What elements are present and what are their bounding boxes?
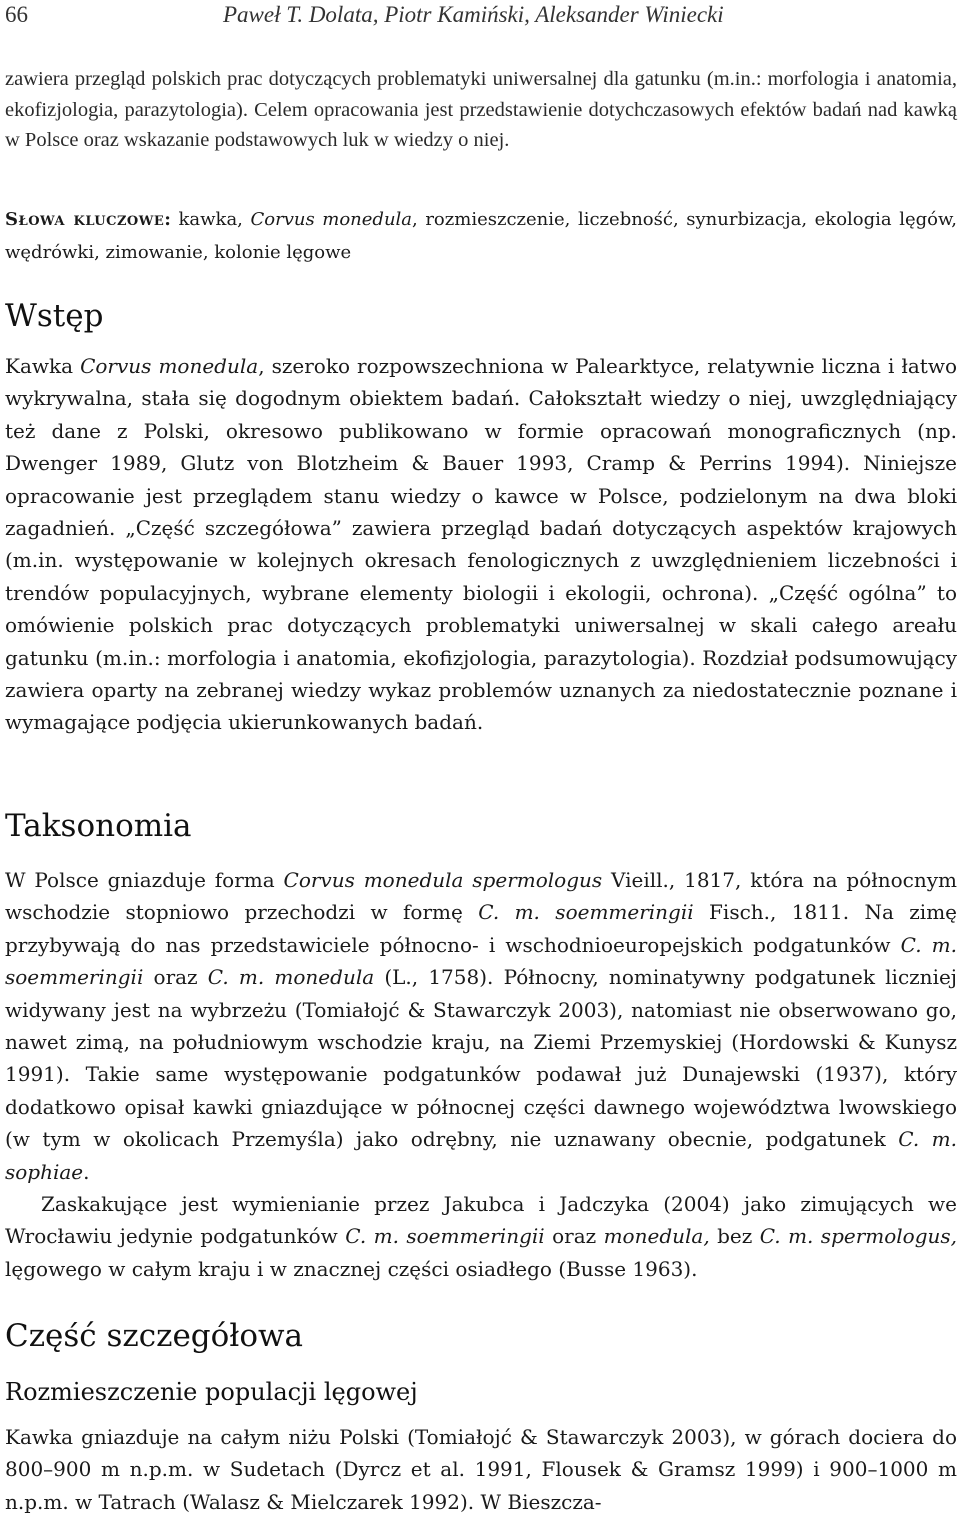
species-name: C. m. soemmeringii [345, 1224, 545, 1249]
species-name: C. m. monedula [207, 965, 375, 990]
species-name: C. m. soemmeringii [5, 932, 957, 990]
keywords-text-2: , rozmieszczenie, liczebność, synurbizacja, ekologia lęgów, wędrówki, zimowanie, kolonie lęgowe [5, 209, 957, 263]
rozmieszczenie-paragraph: Kawka gniazduje na całym niżu Polski (Tomiałojć & Stawarczyk 2003), w górach dociera do 800–900 m n.p.m. w Sudetach (Dyrcz et al. 1991, Flousek & Gramsz 1999) i 900–1000 m n.p.m. w Tatrach (Walasz & Mielczarek 1992). W Bieszcza- [5, 1425, 957, 1514]
keywords-label: Słowa kluczowe [5, 209, 165, 230]
section-heading-taksonomia: Taksonomia [5, 808, 192, 844]
subsection-heading-rozmieszczenie: Rozmieszczenie populacji lęgowej [5, 1378, 418, 1406]
running-header [5, 3, 957, 27]
species-name: Corvus monedula [80, 354, 259, 378]
keywords-colon: : [164, 209, 171, 230]
text-run: W Polsce gniazduje forma [5, 868, 284, 892]
text-run: lęgowego w całym kraju i w znacznej części osiadłego (Busse 1963). [5, 1256, 698, 1281]
section-heading-czesc-szczegolowa: Część szczegółowa [5, 1318, 304, 1354]
species-name: C. m. sophiae [5, 1127, 957, 1184]
wstep-paragraph [5, 350, 957, 739]
text-run: bez [709, 1224, 760, 1249]
keywords-species: Corvus monedula [250, 209, 413, 230]
text-run: oraz [143, 965, 208, 990]
taksonomia-paragraph-1 [5, 864, 957, 1188]
page-number: 66 [5, 2, 28, 27]
text-run: . [83, 1159, 90, 1184]
abstract-text: zawiera przegląd polskich prac dotyczących problematyki uniwersalnej dla gatunku (m.in.: morfologia i anatomia, ekofizjologia, parazytologia). Celem opracowania jest przedstawienie dotychczasowych efektów badań nad kawką w Polsce oraz wskazanie podstawowych luk w wiedzy o niej. [5, 68, 957, 151]
taksonomia-body [5, 864, 957, 1285]
species-name: C. m. spermologus, [759, 1224, 958, 1249]
text-run: Zaskakujące jest wymienianie przez Jakubca i Jadczyka (2004) jako zimujących we Wrocławiu jedynie podgatunków [5, 1192, 957, 1249]
text-run: (L., 1758). Północny, nominatywny podgatunek liczniej widywany jest na wybrzeżu (Tomiałojć & Stawarczyk 2003), natomiast nie obserwowano go, nawet zimą, na południowym wschodzie kraju, na Ziemi Przemyskiej (Hordowski & Kunysz 1991). Takie same występowanie podgatunków podawał już Dunajewski (1937), który dodatkowo opisał kawki gniazdujące w północnej części dawnego województwa lwowskiego (w tym w okolicach Przemyśla) jako odrębny, nie uznawany obecnie, podgatunek [5, 965, 957, 1152]
section-heading-wstep: Wstęp [5, 298, 104, 334]
species-name: C. m. soemmeringii [478, 900, 694, 925]
species-name: monedula, [603, 1224, 710, 1249]
abstract-continuation [5, 64, 957, 156]
taksonomia-paragraph-2 [5, 1188, 957, 1285]
keywords-block [5, 203, 957, 269]
text-run: Fisch., 1811. Na zimę przybywają do nas przedstawiciele północno- i wschodnioeuropejskich podgatunków [5, 900, 958, 957]
keywords-text-1: kawka, [170, 209, 251, 230]
text-run: Kawka [5, 354, 81, 378]
text-run: Vieill., 1817, która na północnym wschodzie stopniowo przechodzi w formę [5, 868, 957, 925]
text-run: , szeroko rozpowszechniona w Palearktyce, relatywnie liczna i łatwo wykrywalna, stała się dogodnym obiektem badań. Całokształt wiedzy o niej, uwzględniający też dane z Polski, okresowo publikowano w formie opracowań monograficznych (np. Dwenger 1989, Glutz von Blotzheim & Bauer 1993, Cramp & Perrins 1994). Niniejsze opracowanie jest przeglądem stanu wiedzy o kawce w Polsce, podzielonym na dwa bloki zagadnień. „Część szczegółowa” zawiera przegląd badań dotyczących aspektów krajowych (m.in. występowanie w kolejnych okresach fenologicznych z uwzględnieniem liczebności i trendów populacyjnych, wybrane elementy biologii i ekologii, ochrona). „Część ogólna” to omówienie polskich prac dotyczących problematyki uniwersalnej w skali całego areału gatunku (m.in.: morfologia i anatomia, ekofizjologia, parazytologia). Rozdział podsumowujący zawiera oparty na zebranej wiedzy wykaz problemów uznanych za niedostatecznie poznane i wymagające podjęcia ukierunkowanych badań. [5, 354, 958, 735]
rozmieszczenie-body [5, 1421, 957, 1518]
text-run: oraz [544, 1224, 604, 1249]
species-name: Corvus monedula spermologus [283, 868, 603, 892]
wstep-body [5, 350, 957, 739]
running-header-authors: Paweł T. Dolata, Piotr Kamiński, Aleksander Winiecki [223, 2, 724, 27]
